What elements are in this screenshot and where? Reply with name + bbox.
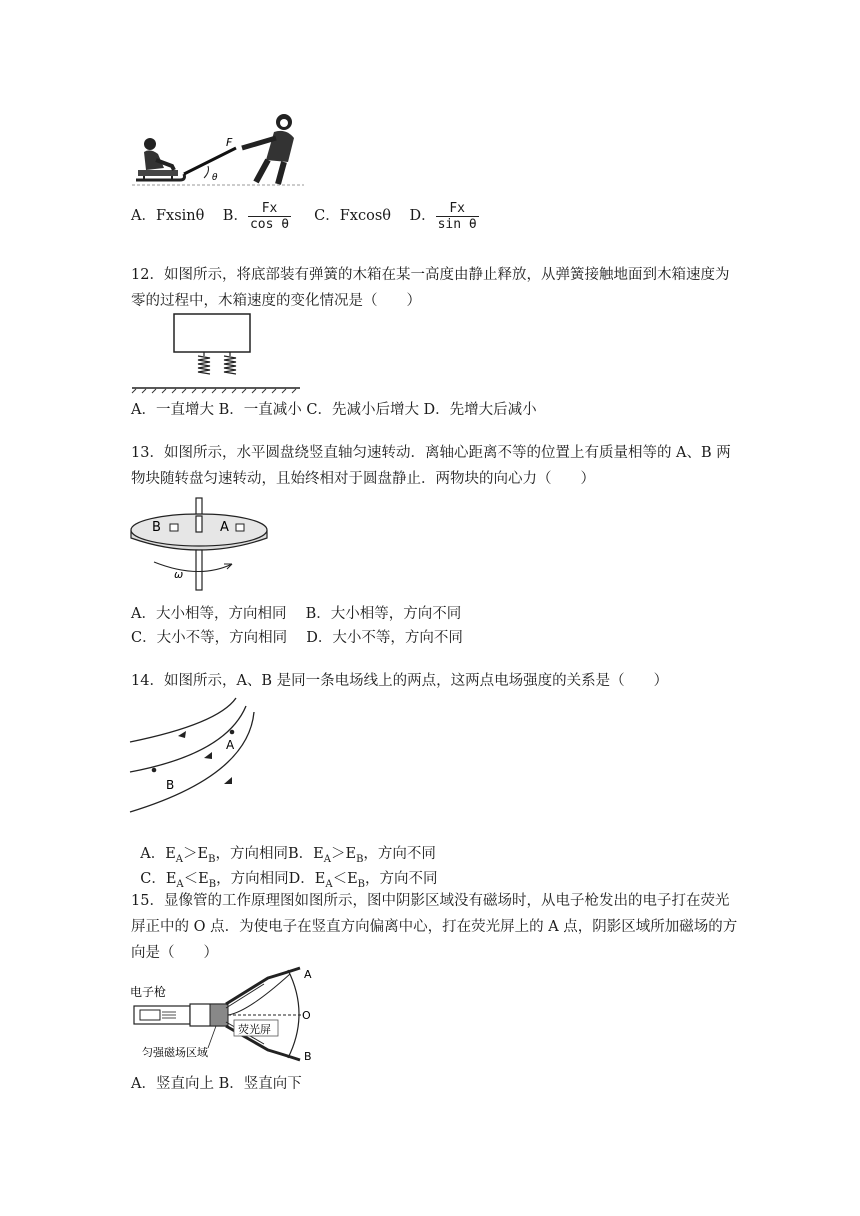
q12-options: A．一直增大 B．一直减小 C．先减小后增大 D．先增大后减小 bbox=[131, 402, 537, 418]
q13-options-row2: C．大小不等，方向相同 D．大小不等，方向不同 bbox=[131, 630, 463, 646]
q15-options: A．竖直向上 B．竖直向下 bbox=[131, 1076, 302, 1092]
q14-option-d: D．$E_A<E_B$，方向不同 bbox=[288, 871, 438, 890]
q12-stem: 12．如图所示，将底部装有弹簧的木箱在某一高度由静止释放，从弹簧接触地面到木箱速度为零的过程中，木箱速度的变化情况是（ ） bbox=[131, 267, 730, 309]
q13-options-row1: A．大小相等，方向相同 B．大小相等，方向不同 bbox=[131, 606, 462, 622]
q14-option-c: C．$E_A<E_B$，方向相同 bbox=[140, 871, 289, 890]
q14-label-a: A bbox=[226, 738, 235, 752]
q14-stem: 14．如图所示，A、B 是同一条电场线上的两点，这两点电场强度的关系是（ ） bbox=[131, 673, 669, 689]
q15-label-a: A bbox=[304, 968, 312, 981]
q14-option-a: A．$E_A>E_B$，方向相同 bbox=[140, 846, 288, 865]
q11-option-d: D． $\frac{Fx}{\text{sin θ}}$ bbox=[409, 200, 477, 232]
q11-angle-label: θ bbox=[212, 173, 218, 183]
q11-option-c: C．Fxcosθ bbox=[314, 208, 391, 224]
q11-option-a: A．Fxsinθ bbox=[131, 208, 205, 224]
q11-options bbox=[131, 199, 479, 233]
q14-option-b: B．$E_A>E_B$，方向不同 bbox=[287, 846, 436, 865]
q13-label-b: B bbox=[152, 520, 161, 535]
q15-label-gun: 电子枪 bbox=[130, 985, 167, 999]
q15-label-b: B bbox=[304, 1050, 312, 1063]
q13-omega-label: ω bbox=[174, 568, 184, 581]
q13-stem: 13．如图所示，水平圆盘绕竖直轴匀速转动．离轴心距离不等的位置上有质量相等的 A、B 两物块随转盘匀速转动，且始终相对于圆盘静止．两物块的向心力（ ） bbox=[131, 445, 731, 487]
q13-label-a: A bbox=[220, 520, 229, 535]
q15-label-screen: 荧光屏 bbox=[238, 1023, 271, 1036]
q14-options-row2 bbox=[131, 851, 438, 890]
q14-label-b: B bbox=[166, 778, 175, 792]
q11-option-b: B． $\frac{Fx}{\text{cos θ}}$ bbox=[222, 200, 290, 232]
q11-force-label: F bbox=[226, 136, 233, 149]
q15-label-o: O bbox=[302, 1009, 311, 1022]
q13-figure bbox=[128, 496, 278, 596]
q12-figure bbox=[128, 312, 304, 394]
q14-figure bbox=[128, 696, 258, 822]
q15-stem: 15．显像管的工作原理图如图所示，图中阴影区域没有磁场时，从电子枪发出的电子打在荧光屏正中的 O 点．为使电子在竖直方向偏离中心，打在荧光屏上的 A 点，阴影区域所加磁场的方向是（ ） bbox=[131, 893, 738, 961]
q11-figure bbox=[128, 108, 308, 192]
q15-label-field: 匀强磁场区域 bbox=[142, 1046, 208, 1059]
q15-figure bbox=[128, 964, 328, 1064]
